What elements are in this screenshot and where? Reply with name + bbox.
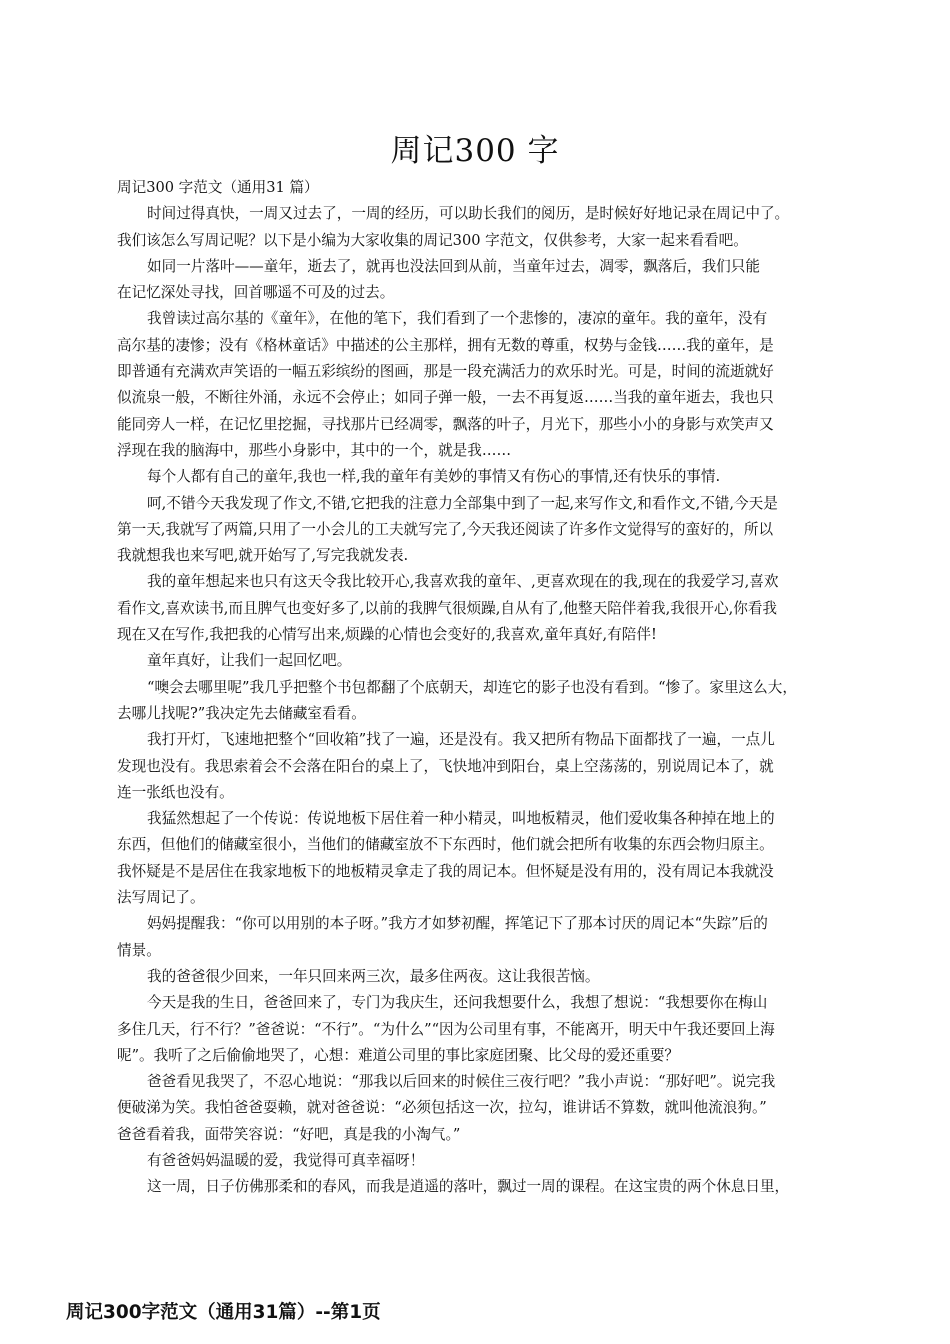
text-line: 这一周，日子仿佛那柔和的春风，而我是逍遥的落叶，飘过一周的课程。在这宝贵的两个休息日里， — [147, 1178, 790, 1196]
text-line: 东西，但他们的储藏室很小，当他们的储藏室放不下东西时，他们就会把所有收集的东西会物归原主。 — [117, 836, 774, 854]
text-line: 连一张纸也没有。 — [117, 783, 234, 801]
text-line: 如同一片落叶——童年，逝去了，就再也没法回到从前，当童年过去，凋零，飘落后，我们只能 — [147, 257, 760, 275]
text-line: 呢”。我听了之后偷偷地哭了，心想：难道公司里的事比家庭团聚、比父母的爱还重要？ — [117, 1046, 680, 1064]
text-line: 高尔基的凄惨；没有《格林童话》中描述的公主那样，拥有无数的尊重，权势与金钱……我的童年，是 — [117, 336, 774, 354]
text-line: 周记300 字范文（通用31 篇） — [117, 179, 319, 196]
text-line: 时间过得真快，一周又过去了，一周的经历，可以助长我们的阅历，是时候好好地记录在周记中了。 — [147, 205, 790, 223]
text-line: 今天是我的生日，爸爸回来了，专门为我庆生，还问我想要什么，我想了想说：“我想要你在梅山 — [147, 994, 768, 1012]
text-line: 似流泉一般，不断往外涌，永远不会停止；如同子弹一般，一去不再复返……当我的童年逝去，我也只 — [117, 389, 774, 407]
text-line: 呵,不错今天我发现了作文,不错,它把我的注意力全部集中到了一起,来写作文,和看作文,不错,今天是 — [147, 494, 778, 512]
text-line: 童年真好，让我们一起回忆吧。 — [147, 652, 352, 670]
text-line: 在记忆深处寻找，回首哪遥不可及的过去。 — [117, 284, 395, 302]
page-footer: 周记300字范文（通用31篇）--第1页 — [66, 1302, 381, 1323]
text-line: 即普通有充满欢声笑语的一幅五彩缤纷的图画，那是一段充满活力的欢乐时光。可是，时间的流逝就好 — [117, 363, 774, 381]
text-line: 妈妈提醒我：“你可以用别的本子呀。”我方才如梦初醒，挥笔记下了那本讨厌的周记本“失踪”后的 — [147, 915, 768, 933]
document-title: 周记300 字 — [390, 132, 560, 169]
text-line: “噢会去哪里呢”我几乎把整个书包都翻了个底朝天，却连它的影子也没有看到。“惨了。家里这么大， — [147, 678, 797, 696]
text-line: 我的童年想起来也只有这天令我比较开心,我喜欢我的童年、,更喜欢现在的我,现在的我爱学习,喜欢 — [147, 573, 779, 591]
text-line: 我怀疑是不是居住在我家地板下的地板精灵拿走了我的周记本。但怀疑是没有用的，没有周记本我就没 — [117, 862, 774, 880]
text-line: 我就想我也来写吧,就开始写了,写完我就发表. — [117, 547, 409, 565]
text-line: 情景。 — [117, 941, 161, 959]
text-line: 每个人都有自己的童年,我也一样,我的童年有美妙的事情又有伤心的事情,还有快乐的事情. — [147, 468, 721, 486]
text-line: 有爸爸妈妈温暖的爱，我觉得可真幸福呀！ — [147, 1151, 425, 1169]
text-line: 第一天,我就写了两篇,只用了一小会儿的工夫就写完了,今天我还阅读了许多作文觉得写的蛮好的，所以 — [117, 520, 774, 538]
text-line: 我曾读过高尔基的《童年》，在他的笔下，我们看到了一个悲惨的，凄凉的童年。我的童年，没有 — [147, 310, 768, 328]
text-line: 发现也没有。我思索着会不会落在阳台的桌上了，飞快地冲到阳台，桌上空荡荡的，别说周记本了，就 — [117, 757, 774, 775]
text-line: 我打开灯，飞速地把整个“回收箱”找了一遍，还是没有。我又把所有物品下面都找了一遍，一点儿 — [147, 731, 775, 749]
text-line: 我们该怎么写周记呢？以下是小编为大家收集的周记300 字范文，仅供参考，大家一起来看看吧。 — [117, 231, 748, 249]
text-line: 法写周记了。 — [117, 889, 205, 907]
text-line: 多住几天，行不行？”爸爸说：“不行”。“为什么”“因为公司里有事，不能离开，明天中午我还要回上海 — [117, 1020, 775, 1038]
text-line: 现在又在写作,我把我的心情写出来,烦躁的心情也会变好的,我喜欢,童年真好,有陪伴! — [117, 626, 657, 644]
text-line: 便破涕为笑。我怕爸爸耍赖，就对爸爸说：“必须包括这一次，拉勾，谁讲话不算数，就叫他流浪狗。” — [117, 1099, 767, 1117]
text-line: 看作文,喜欢读书,而且脾气也变好多了,以前的我脾气很烦躁,自从有了,他整天陪伴着我,我很开心,你看我 — [117, 599, 778, 617]
text-line: 爸爸看着我，面带笑容说：“好吧，真是我的小淘气。” — [117, 1125, 461, 1143]
text-line: 爸爸看见我哭了，不忍心地说：“那我以后回来的时候住三夜行吧？”我小声说：“那好吧”。说完我 — [147, 1073, 776, 1091]
text-line: 浮现在我的脑海中，那些小身影中，其中的一个，就是我…… — [117, 441, 512, 459]
text-line: 去哪儿找呢?”我决定先去储藏室看看。 — [117, 704, 366, 722]
document-body — [117, 175, 877, 1201]
text-line: 我猛然想起了一个传说：传说地板下居住着一种小精灵，叫地板精灵，他们爱收集各种掉在地上的 — [147, 810, 775, 828]
text-line: 能同旁人一样，在记忆里挖掘，寻找那片已经凋零，飘落的叶子，月光下，那些小小的身影与欢笑声又 — [117, 415, 774, 433]
text-line: 我的爸爸很少回来，一年只回来两三次，最多住两夜。这让我很苦恼。 — [147, 967, 600, 985]
